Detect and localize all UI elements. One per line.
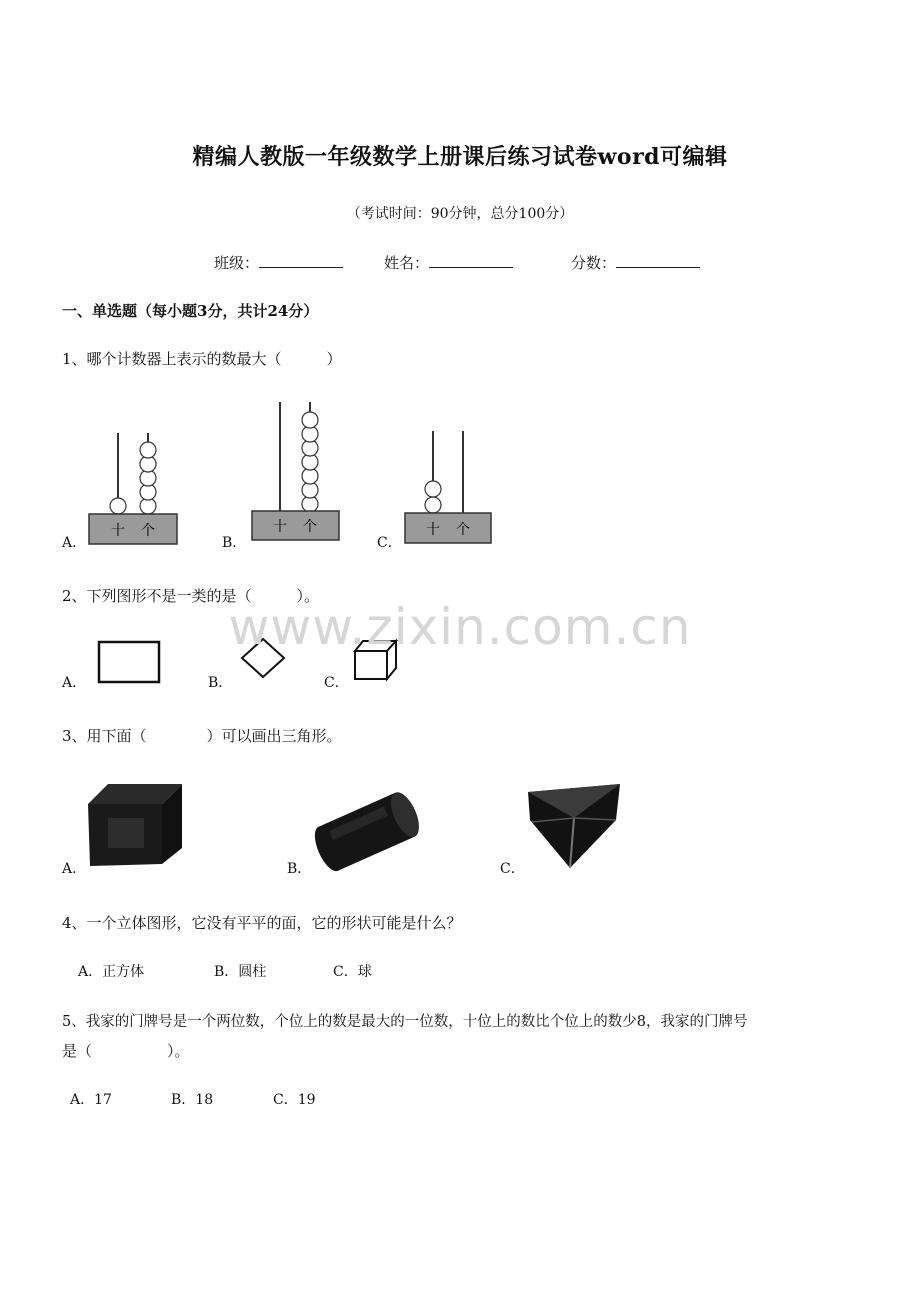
q4-option-c[interactable]: C．球 [333, 964, 372, 980]
abacus-a-ones-label: 个 [141, 523, 155, 539]
q3-option-a-label[interactable]: A． [62, 861, 87, 877]
q5-option-a[interactable]: A．17 [70, 1092, 112, 1108]
q5-option-b[interactable]: B．18 [171, 1092, 214, 1108]
abacus-a-tens-label: 十 [111, 523, 125, 539]
class-blank[interactable] [259, 253, 343, 268]
score-blank[interactable] [616, 253, 700, 268]
name-field [384, 252, 513, 273]
abacus-b-ones-label: 个 [303, 519, 317, 535]
q4-option-b[interactable]: B．圆柱 [214, 964, 267, 980]
q2-option-a-label[interactable]: A． [62, 675, 87, 691]
q1-option-a-label[interactable]: A． [62, 535, 87, 551]
question-4-text: 4、一个立体图形，它没有平平的面，它的形状可能是什么？ [62, 914, 462, 932]
class-label: 班级： [214, 254, 260, 272]
score-field [571, 252, 700, 273]
cuboid-solid-image [86, 780, 188, 870]
page-title: 精编人教版一年级数学上册课后练习试卷word可编辑 [192, 144, 728, 170]
name-blank[interactable] [429, 253, 513, 268]
abacus-b-tens-label: 十 [273, 519, 287, 535]
abacus-c-ones-label: 个 [456, 522, 470, 538]
cylinder-solid-image [312, 785, 424, 875]
question-1-text: 1、哪个计数器上表示的数最大（ ） [62, 350, 342, 368]
q4-option-a[interactable]: A．正方体 [78, 964, 145, 980]
q2-option-c-label[interactable]: C． [324, 675, 349, 691]
question-2-text: 2、下列图形不是一类的是（ ）。 [62, 587, 320, 605]
abacus-c-image [400, 426, 500, 551]
question-3-text: 3、用下面（ ）可以画出三角形。 [62, 727, 342, 745]
name-label: 姓名： [384, 254, 430, 272]
q3-option-c-label[interactable]: C． [500, 861, 525, 877]
watermark: www.zixin.com.cn [228, 598, 692, 656]
q5-option-c[interactable]: C．19 [273, 1092, 316, 1108]
q2-option-b-label[interactable]: B． [208, 675, 233, 691]
q1-option-b-label[interactable]: B． [222, 535, 247, 551]
abacus-a-image [84, 425, 184, 550]
abacus-b-image [248, 398, 348, 548]
exam-subtitle: （考试时间：90分钟，总分100分） [346, 206, 574, 222]
triangular-prism-image [524, 780, 626, 875]
question-5-text-line2: 是（ ）。 [62, 1042, 190, 1060]
q3-option-b-label[interactable]: B． [287, 861, 312, 877]
class-field [214, 252, 343, 273]
score-label: 分数： [571, 254, 617, 272]
question-5-text-line1: 5、我家的门牌号是一个两位数，个位上的数是最大的一位数，十位上的数比个位上的数少8，我家的门牌号 [62, 1014, 748, 1030]
abacus-c-tens-label: 十 [426, 522, 440, 538]
q1-option-c-label[interactable]: C． [377, 535, 402, 551]
section-heading: 一、单选题（每小题3分，共计24分） [62, 302, 319, 320]
